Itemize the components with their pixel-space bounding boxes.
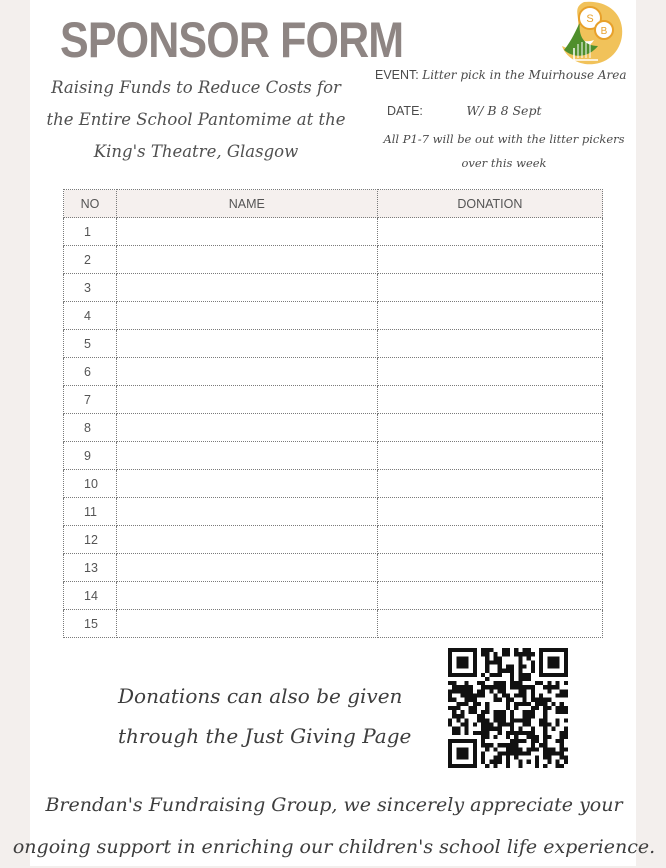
name-cell[interactable] [116,526,377,554]
row-number: 7 [64,386,117,414]
subtitle-line: the Entire School Pantomime at the [46,110,346,129]
svg-text:B: B [600,26,608,37]
subtitle-line: Raising Funds to Reduce Costs for [51,78,341,97]
donation-line: through the Just Giving Page [118,724,412,748]
donation-cell[interactable] [377,274,602,302]
name-cell[interactable] [116,274,377,302]
row-number: 9 [64,442,117,470]
note-line: All P1-7 will be out with the litter pickers [383,132,625,146]
donation-cell[interactable] [377,414,602,442]
name-cell[interactable] [116,498,377,526]
row-number: 14 [64,582,117,610]
donation-cell[interactable] [377,582,602,610]
donation-cell[interactable] [377,498,602,526]
header-donation: DONATION [377,190,602,218]
name-cell[interactable] [116,246,377,274]
donation-cell[interactable] [377,302,602,330]
event-value: Litter pick in the Muirhouse Area [422,68,627,82]
table-header-row [64,190,603,218]
date-label: DATE: [387,104,423,118]
svg-text:S: S [586,13,594,25]
donation-cell[interactable] [377,554,602,582]
form-title: SPONSOR FORM [60,12,404,68]
name-cell[interactable] [116,386,377,414]
table-row [64,414,603,442]
row-number: 11 [64,498,117,526]
table-row [64,358,603,386]
table-row [64,526,603,554]
row-number: 4 [64,302,117,330]
name-cell[interactable] [116,582,377,610]
row-number: 12 [64,526,117,554]
date-info [387,103,541,118]
fundraising-purpose [46,72,346,168]
name-cell[interactable] [116,218,377,246]
event-info [375,68,627,82]
donation-cell[interactable] [377,246,602,274]
name-cell[interactable] [116,414,377,442]
thank-you-message [4,784,664,868]
donation-cell[interactable] [377,330,602,358]
row-number: 13 [64,554,117,582]
table-row [64,610,603,638]
header-no: NO [64,190,117,218]
donation-cell[interactable] [377,218,602,246]
name-cell[interactable] [116,470,377,498]
name-cell[interactable] [116,610,377,638]
donation-cell[interactable] [377,442,602,470]
header-name: NAME [116,190,377,218]
date-value: W/ B 8 Sept [466,103,542,118]
qr-code-icon[interactable] [448,648,568,768]
row-number: 3 [64,274,117,302]
donation-cell[interactable] [377,610,602,638]
row-number: 6 [64,358,117,386]
note-line: over this week [461,156,547,170]
table-row [64,302,603,330]
name-cell[interactable] [116,554,377,582]
row-number: 15 [64,610,117,638]
subtitle-line: King's Theatre, Glasgow [93,142,299,161]
row-number: 10 [64,470,117,498]
name-cell[interactable] [116,442,377,470]
table-row [64,470,603,498]
school-crest-icon [554,0,626,68]
table-row [64,330,603,358]
name-cell[interactable] [116,330,377,358]
name-cell[interactable] [116,358,377,386]
sponsor-table [63,189,603,638]
row-number: 5 [64,330,117,358]
table-row [64,442,603,470]
table-row [64,274,603,302]
donation-cell[interactable] [377,470,602,498]
event-note [382,127,626,175]
donation-cell[interactable] [377,386,602,414]
table-row [64,218,603,246]
row-number: 8 [64,414,117,442]
table-row [64,386,603,414]
just-giving-text [118,676,412,756]
row-number: 1 [64,218,117,246]
footer-line: Brendan's Fundraising Group, we sincerely appreciate your [45,794,623,816]
table-row [64,246,603,274]
footer-line: ongoing support in enriching our children's school life experience. [12,836,656,858]
name-cell[interactable] [116,302,377,330]
event-label: EVENT: [375,68,419,82]
table-row [64,582,603,610]
row-number: 2 [64,246,117,274]
donation-line: Donations can also be given [118,684,403,708]
table-row [64,498,603,526]
donation-cell[interactable] [377,526,602,554]
table-row [64,554,603,582]
sponsor-form-page [12,0,656,866]
donation-cell[interactable] [377,358,602,386]
